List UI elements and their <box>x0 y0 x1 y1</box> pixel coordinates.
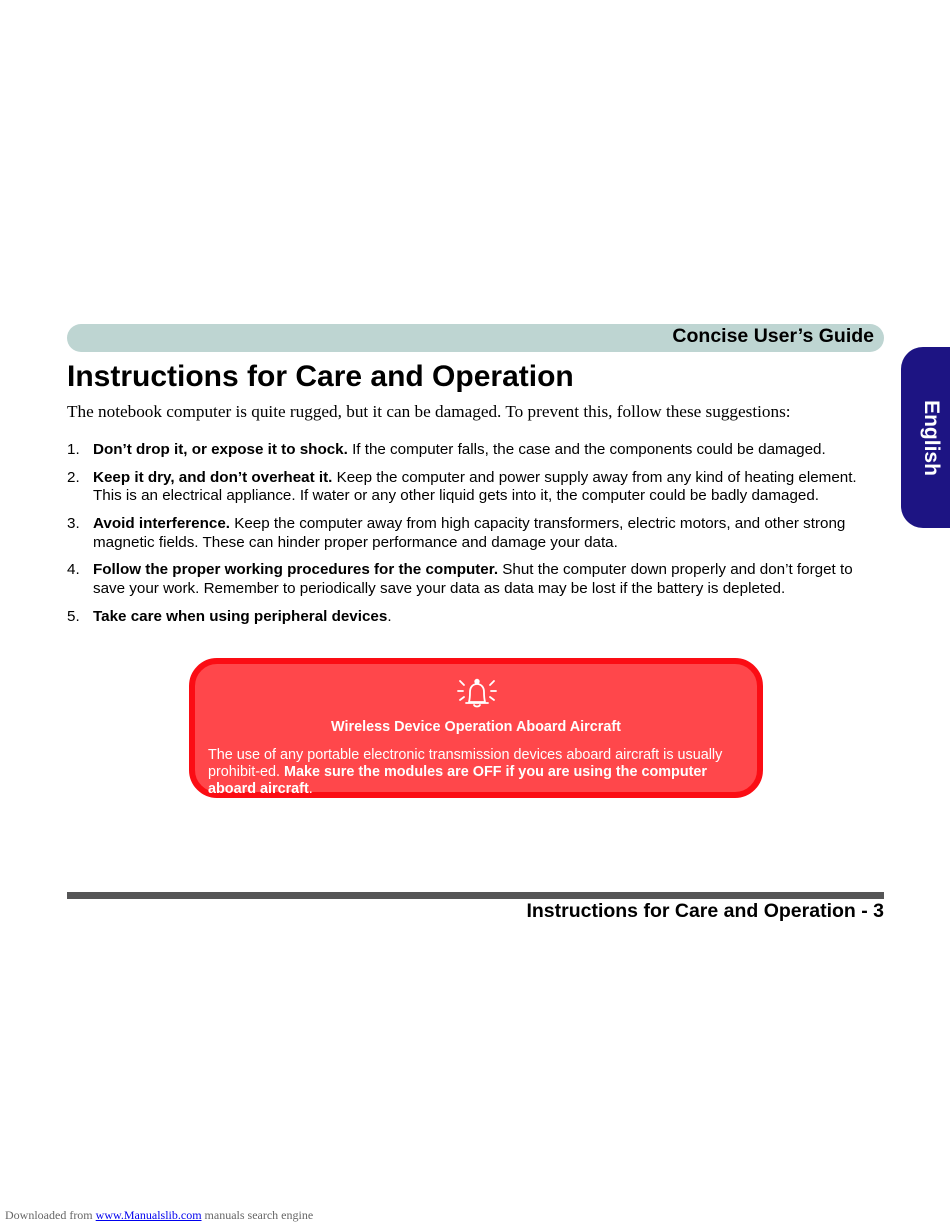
download-suffix: manuals search engine <box>201 1208 314 1222</box>
list-item-heading: Take care when using peripheral devices <box>93 607 388 625</box>
list-item <box>67 561 887 598</box>
header-title: Concise User’s Guide <box>672 325 874 347</box>
list-item <box>67 608 887 627</box>
language-tab-label: English <box>920 399 943 476</box>
download-prefix: Downloaded from <box>5 1208 96 1222</box>
header-bar <box>67 324 884 352</box>
list-item-number: 2. <box>67 468 80 486</box>
intro-text: The notebook computer is quite rugged, but it can be damaged. To prevent this, follow these suggestions: <box>67 402 791 421</box>
alert-body <box>208 747 743 798</box>
list-item <box>67 515 887 552</box>
list-item-number: 4. <box>67 561 80 579</box>
list-item-number: 5. <box>67 607 80 625</box>
manualslib-link[interactable]: www.Manualslib.com <box>95 1208 202 1222</box>
footer-page-label: Instructions for Care and Operation - 3 <box>526 900 884 922</box>
list-item-heading: Don’t drop it, or expose it to shock. <box>93 441 348 458</box>
list-item-heading: Avoid interference. <box>93 515 231 533</box>
list-item-text: If the computer falls, the case and the components could be damaged. <box>347 441 826 458</box>
alert-body-text: The use of any portable electronic transmission devices aboard aircraft is usually prohibit-ed. <box>208 747 723 780</box>
alert-body-end: . <box>308 781 313 797</box>
list-item-number: 1. <box>67 441 80 458</box>
list-item-heading: Keep it dry, and don’t overheat it. <box>93 468 333 486</box>
list-item-heading: Follow the proper working procedures for the computer. <box>93 561 499 579</box>
alert-title: Wireless Device Operation Aboard Aircraft <box>331 719 621 735</box>
aircraft-warning-box <box>189 658 763 798</box>
download-note <box>5 1208 313 1223</box>
list-item-text: Shut the computer down properly and don’t forget to save your work. Remember to periodically save your data as data may be lost if the battery is depleted. <box>93 561 853 597</box>
bell-icon <box>456 676 498 712</box>
page-title: Instructions for Care and Operation <box>67 360 574 393</box>
alert-body-emphasis: Make sure the modules are OFF if you are using the computer aboard aircraft <box>208 764 708 797</box>
list-item <box>67 469 887 506</box>
footer-rule <box>67 892 884 899</box>
care-instructions-list <box>67 441 887 635</box>
list-item-text: Keep the computer and power supply away from any kind of heating element. This is an electrical appliance. If water or any other liquid gets into it, the computer could be badly damaged. <box>93 468 857 505</box>
list-item <box>67 441 887 460</box>
list-item-number: 3. <box>67 515 80 533</box>
list-item-text: . <box>387 607 392 625</box>
language-tab[interactable] <box>901 347 950 528</box>
list-item-text: Keep the computer away from high capacity transformers, electric motors, and other strong magnetic fields. These can hinder proper performance and damage your data. <box>93 515 846 551</box>
